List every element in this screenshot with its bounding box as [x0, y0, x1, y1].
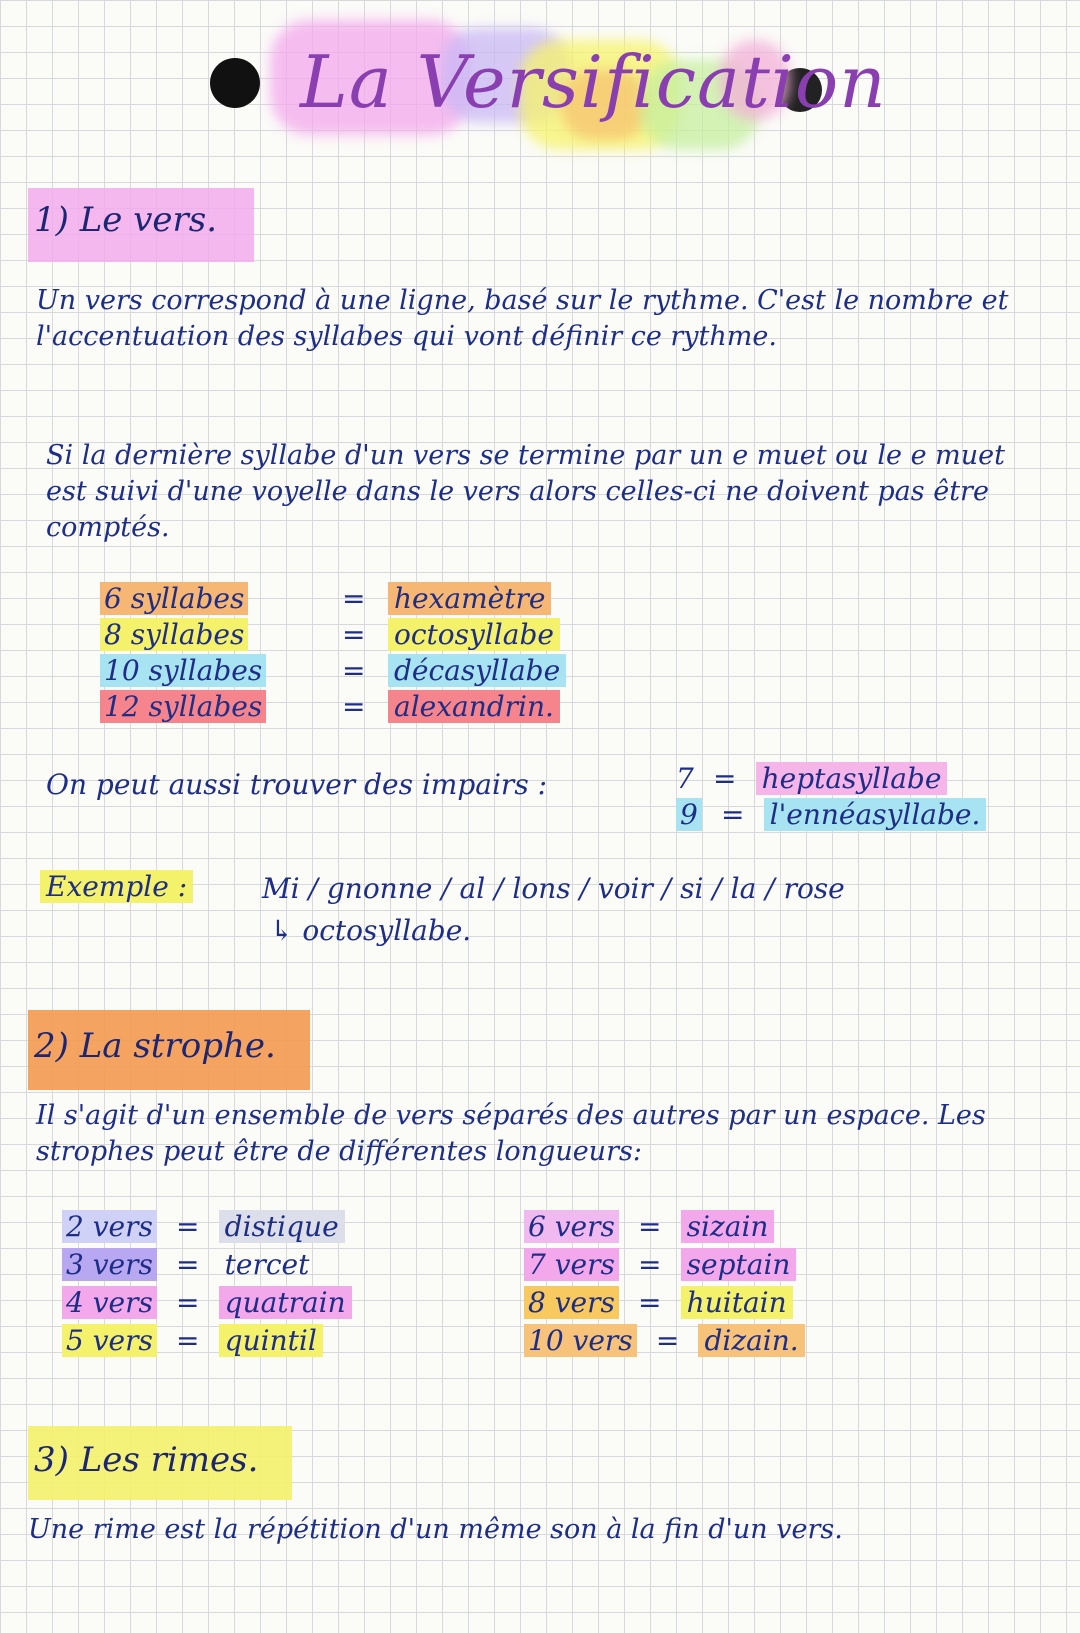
- strophe-row: [62, 1286, 352, 1319]
- strophe-count: 7 vers: [524, 1248, 619, 1281]
- verse-name: [388, 618, 560, 651]
- syllable-row: [100, 618, 248, 651]
- syllable-count: 12 syllabes: [100, 690, 266, 723]
- impair-eq: =: [721, 798, 745, 831]
- syllable-eq: =: [342, 582, 366, 615]
- strophe-count: 2 vers: [62, 1210, 157, 1243]
- verse-name: [388, 690, 560, 723]
- syllable-row: [100, 690, 266, 723]
- section1-heading: 1) Le vers.: [34, 200, 218, 240]
- example-label-text: Exemple :: [40, 870, 193, 903]
- section1-paragraph-1: Un vers correspond à une ligne, basé sur le rythme. C'est le nombre et l'accentuation des syllabes qui vont définir ce rythme.: [36, 285, 1009, 352]
- strophe-row: [524, 1286, 793, 1319]
- section1-paragraph-2: Si la dernière syllabe d'un vers se termine par un e muet ou le e muet est suivi d'une voyelle dans le vers alors celles-ci ne doivent pas être comptés.: [46, 440, 1005, 543]
- example-result: ↳ octosyllabe.: [270, 914, 472, 947]
- page-title: La Versification: [300, 40, 887, 124]
- strophe-eq: =: [176, 1286, 200, 1319]
- strophe-row: [524, 1248, 796, 1281]
- strophe-name: sizain: [681, 1210, 775, 1243]
- example-text: Mi / gnonne / al / lons / voir / si / la / rose: [262, 872, 845, 905]
- strophe-count: 10 vers: [524, 1324, 637, 1357]
- binder-hole-left: [210, 58, 260, 108]
- strophe-count: 3 vers: [62, 1248, 157, 1281]
- strophe-eq: =: [176, 1248, 200, 1281]
- strophe-count: 6 vers: [524, 1210, 619, 1243]
- strophe-name: quatrain: [219, 1286, 352, 1319]
- impair-name: heptasyllabe: [756, 762, 948, 795]
- syllable-row: [100, 582, 248, 615]
- impair-num: 7: [676, 762, 694, 795]
- verse-name-label: hexamètre: [388, 582, 551, 615]
- syllable-count: 10 syllabes: [100, 654, 266, 687]
- strophe-count: 4 vers: [62, 1286, 157, 1319]
- section2-paragraph: Il s'agit d'un ensemble de vers séparés des autres par un espace. Les strophes peut être de différentes longueurs:: [36, 1100, 986, 1167]
- verse-name-label: alexandrin.: [388, 690, 560, 723]
- verse-name: [388, 654, 566, 687]
- section3-paragraph: Une rime est la répétition d'un même son à la fin d'un vers.: [28, 1514, 843, 1545]
- syllable-eq: =: [342, 690, 366, 723]
- impair-eq: =: [713, 762, 737, 795]
- example-label: [40, 870, 193, 903]
- strophe-eq: =: [638, 1248, 662, 1281]
- syllable-eq: =: [342, 654, 366, 687]
- strophe-count: 5 vers: [62, 1324, 157, 1357]
- strophe-eq: =: [655, 1324, 680, 1357]
- syllable-eq: =: [342, 618, 366, 651]
- strophe-name: huitain: [681, 1286, 793, 1319]
- impair-row: [676, 798, 986, 831]
- strophe-name: tercet: [224, 1248, 310, 1281]
- strophe-eq: =: [638, 1286, 662, 1319]
- strophe-eq: =: [638, 1210, 662, 1243]
- verse-name-label: décasyllabe: [388, 654, 566, 687]
- strophe-eq: =: [176, 1210, 200, 1243]
- strophe-row: [62, 1324, 323, 1357]
- syllable-count: 8 syllabes: [100, 618, 248, 651]
- strophe-row: [524, 1210, 774, 1243]
- strophe-row: [62, 1210, 345, 1243]
- verse-name-label: octosyllabe: [388, 618, 560, 651]
- impairs-text: On peut aussi trouver des impairs :: [46, 768, 548, 801]
- section3-heading: 3) Les rimes.: [34, 1440, 259, 1480]
- strophe-name: quintil: [219, 1324, 323, 1357]
- strophe-name: dizain.: [698, 1324, 804, 1357]
- syllable-row: [100, 654, 266, 687]
- impair-row: [676, 762, 947, 795]
- section2-heading: 2) La strophe.: [34, 1026, 276, 1066]
- strophe-count: 8 vers: [524, 1286, 619, 1319]
- strophe-name: septain: [681, 1248, 797, 1281]
- impair-name: l'ennéasyllabe.: [764, 798, 987, 831]
- syllable-count: 6 syllabes: [100, 582, 248, 615]
- strophe-row: [62, 1248, 315, 1281]
- strophe-name: distique: [219, 1210, 345, 1243]
- impair-num: 9: [676, 798, 702, 831]
- strophe-eq: =: [176, 1324, 200, 1357]
- verse-name: [388, 582, 551, 615]
- strophe-row: [524, 1324, 805, 1357]
